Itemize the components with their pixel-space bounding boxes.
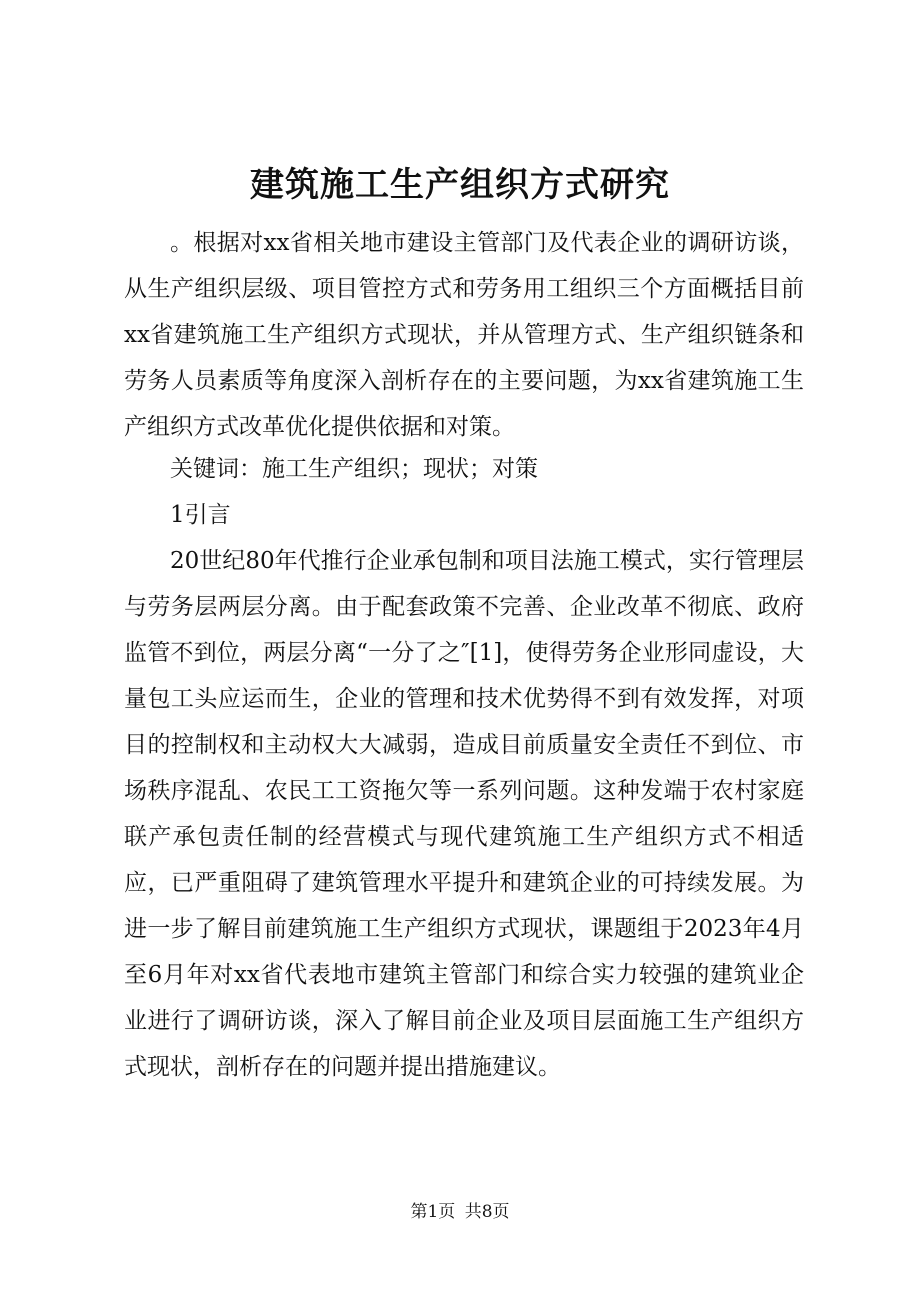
- section-heading: 1引言: [170, 502, 231, 528]
- page-footer: [0, 1200, 920, 1224]
- section-heading-block: [124, 492, 804, 538]
- intro-paragraph: 20世纪80年代推行企业承包制和项目法施工模式，实行管理层与劳务层两层分离。由于配套政策不完善、企业改革不彻底、政府监管不到位，两层分离“一分了之″[1]，使得劳务企业形同虚设，大量包工头应运而生，企业的管理和技术优势得不到有效发挥，对项目的控制权和主动权大大减弱，造成目前质量安全责任不到位、市场秩序混乱、农民工工资拖欠等一系列问题。这种发端于农村家庭联产承包责任制的经营模式与现代建筑施工生产组织方式不相适应，已严重阻碍了建筑管理水平提升和建筑企业的可持续发展。为进一步了解目前建筑施工生产组织方式现状，课题组于2023年4月至6月年对xx省代表地市建筑主管部门和综合实力较强的建筑业企业进行了调研访谈，深入了解目前企业及项目层面施工生产组织方式现状，剖析存在的问题并提出措施建议。: [124, 548, 804, 1080]
- keywords-block: [124, 446, 804, 492]
- keywords-line: 关键词：施工生产组织；现状；对策: [170, 456, 538, 482]
- page-number: 第1页: [410, 1202, 456, 1222]
- abstract-block: [124, 220, 804, 450]
- document-title: 建筑施工生产组织方式研究: [250, 165, 670, 205]
- page-total: 共8页: [464, 1202, 510, 1222]
- intro-block: [124, 538, 804, 1090]
- abstract-paragraph: 。根据对xx省相关地市建设主管部门及代表企业的调研访谈，从生产组织层级、项目管控方式和劳务用工组织三个方面概括目前xx省建筑施工生产组织方式现状，并从管理方式、生产组织链条和劳务人员素质等角度深入剖析存在的主要问题，为xx省建筑施工生产组织方式改革优化提供依据和对策。: [124, 230, 804, 440]
